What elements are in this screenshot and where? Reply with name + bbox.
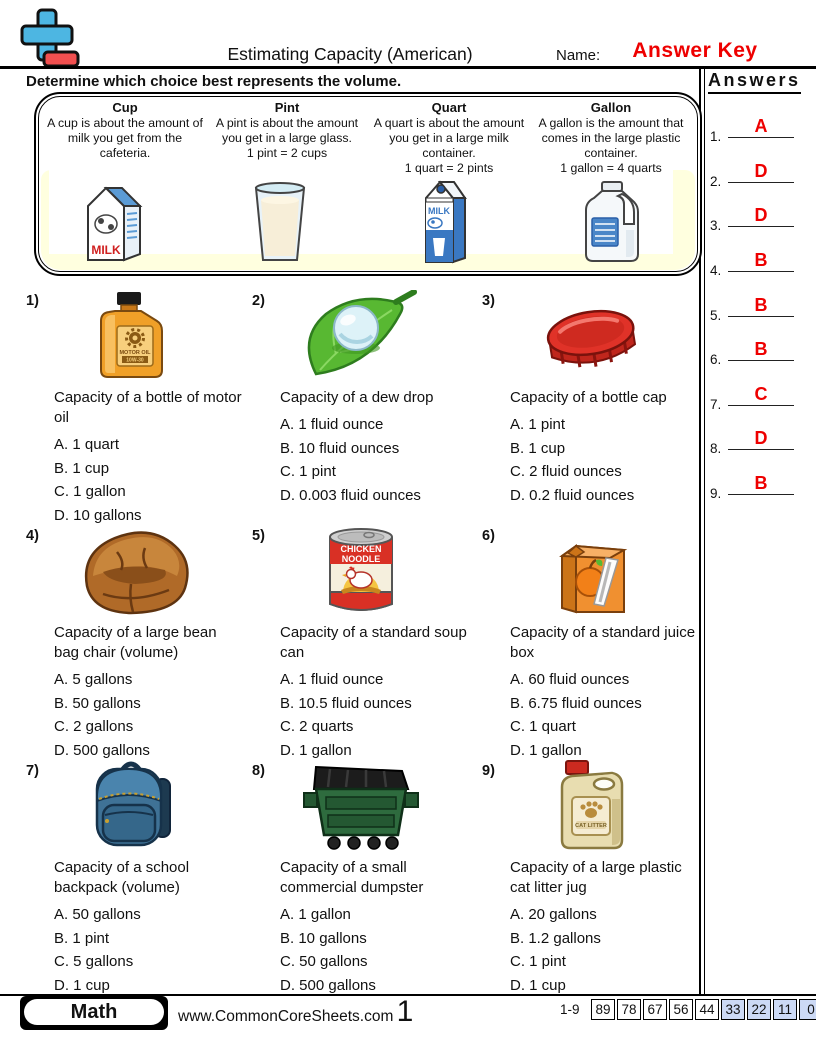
choice-b: B. 10.5 fluid ounces — [280, 694, 412, 712]
choice-d: D. 0.003 fluid ounces — [280, 486, 421, 504]
reference-title: Quart — [431, 100, 467, 115]
page-number: 1 — [396, 995, 414, 1028]
reference-text: A quart is about the amount you get in a large milk container. — [373, 116, 525, 160]
reference-title: Cup — [112, 100, 138, 115]
question-prompt: Capacity of a school backpack (volume) — [54, 859, 190, 896]
bean-bag-chair-image — [73, 524, 197, 616]
reference-text: A gallon is the amount that comes in the large plastic container. — [538, 116, 684, 160]
choice-a: A. 1 pint — [510, 416, 566, 433]
choice-c: C. 1 quart — [510, 718, 576, 735]
question-choices — [510, 907, 702, 993]
answer-item-2 — [706, 153, 804, 191]
choice-a: A. 5 gallons — [54, 671, 133, 688]
question-number: 9) — [482, 763, 495, 779]
answer-item-1 — [706, 108, 804, 146]
question-9 — [480, 758, 702, 994]
subject-badge — [20, 996, 168, 1030]
choice-d: D. 500 gallons — [280, 976, 376, 994]
answer-number: 7. — [710, 397, 722, 412]
svg-text:MOTOR OIL: MOTOR OIL — [119, 350, 151, 356]
answer-letter: B — [754, 250, 768, 270]
answer-letter: D — [754, 161, 768, 181]
choice-c: C. 1 pint — [280, 463, 336, 480]
question-5 — [250, 523, 472, 759]
gallon-milk-jug-image — [578, 180, 646, 264]
reference-column-gallon — [530, 100, 692, 176]
reference-columns — [44, 100, 692, 176]
answer-number: 5. — [710, 308, 722, 323]
reference-title: Gallon — [590, 100, 632, 115]
answers-title: Answers — [708, 70, 801, 94]
score-cell: 67 — [643, 999, 667, 1020]
question-choices — [54, 907, 246, 993]
choice-a: A. 20 gallons — [510, 906, 597, 923]
cat-litter-jug-image — [548, 759, 634, 851]
svg-text:NOODLE: NOODLE — [341, 554, 381, 564]
score-cell: 44 — [695, 999, 719, 1020]
choice-c: C. 2 fluid ounces — [510, 463, 622, 480]
answer-blank-line — [728, 494, 794, 495]
question-3 — [480, 288, 702, 520]
answer-letter: B — [754, 295, 768, 315]
question-number: 4) — [26, 528, 39, 544]
juice-box-image — [548, 524, 634, 616]
answer-letter: D — [754, 205, 768, 225]
question-8 — [250, 758, 472, 994]
plus-minus-logo-icon — [16, 8, 82, 70]
choice-c: C. 1 pint — [510, 953, 566, 970]
question-number: 1) — [26, 293, 39, 309]
question-choices — [54, 672, 246, 758]
question-2 — [250, 288, 472, 520]
score-cell: 89 — [591, 999, 615, 1020]
score-range-label: 1-9 — [560, 1002, 580, 1017]
question-choices — [510, 417, 702, 503]
milk-carton-image — [78, 180, 148, 264]
answer-letter: B — [754, 473, 768, 493]
svg-text:10W-30: 10W-30 — [126, 357, 144, 364]
question-number: 3) — [482, 293, 495, 309]
question-prompt: Capacity of a bottle cap — [510, 389, 667, 406]
question-choices — [280, 907, 472, 993]
choice-b: B. 1.2 gallons — [510, 929, 601, 947]
question-image-wrap — [24, 288, 246, 382]
answer-number: 9. — [710, 486, 722, 501]
score-cell: 33 — [721, 999, 745, 1020]
question-image-wrap — [250, 288, 472, 382]
answer-blank-line — [728, 405, 794, 406]
choice-c: C. 5 gallons — [54, 953, 134, 970]
choice-d: D. 10 gallons — [54, 506, 142, 524]
reference-box — [34, 92, 702, 276]
choice-b: B. 10 fluid ounces — [280, 439, 400, 457]
choice-d: D. 1 gallon — [510, 741, 582, 759]
choice-b: B. 50 gallons — [54, 694, 141, 712]
reference-text: A cup is about the amount of milk you get from the cafeteria. — [47, 116, 203, 160]
choice-a: A. 50 gallons — [54, 906, 141, 923]
answer-blank-line — [728, 226, 794, 227]
svg-text:MILK: MILK — [428, 206, 450, 216]
question-1 — [24, 288, 246, 524]
answer-item-9 — [706, 465, 804, 503]
question-6 — [480, 523, 702, 759]
svg-text:CAT LITTER: CAT LITTER — [575, 823, 607, 829]
answer-item-8 — [706, 420, 804, 458]
choice-b: B. 6.75 fluid ounces — [510, 694, 642, 712]
choice-a: A. 1 fluid ounce — [280, 671, 384, 688]
question-choices — [54, 437, 246, 523]
answer-number: 2. — [710, 174, 722, 189]
question-image-wrap — [24, 758, 246, 852]
answer-number: 4. — [710, 263, 722, 278]
answer-blank-line — [728, 449, 794, 450]
choice-c: C. 2 quarts — [280, 718, 354, 735]
question-image-wrap — [250, 758, 472, 852]
bottle-cap-image — [531, 291, 651, 379]
commercial-dumpster-image — [302, 759, 420, 851]
answer-number: 3. — [710, 218, 722, 233]
answers-separator-inner — [704, 66, 705, 995]
answer-number: 6. — [710, 352, 722, 367]
reference-column-quart — [368, 100, 530, 176]
choice-d: D. 1 cup — [54, 976, 110, 994]
choice-a: A. 1 quart — [54, 436, 120, 453]
choice-b: B. 1 pint — [54, 929, 110, 947]
answer-item-3 — [706, 197, 804, 235]
answer-number: 1. — [710, 129, 722, 144]
answer-item-4 — [706, 242, 804, 280]
score-cell: 56 — [669, 999, 693, 1020]
answer-item-6 — [706, 331, 804, 369]
choice-a: A. 1 fluid ounce — [280, 416, 384, 433]
question-4 — [24, 523, 246, 759]
answer-blank-line — [728, 182, 794, 183]
question-choices — [510, 672, 702, 758]
answer-blank-line — [728, 360, 794, 361]
question-prompt: Capacity of a large plastic cat litter jug — [510, 859, 682, 896]
answer-letter: B — [754, 339, 768, 359]
answer-number: 8. — [710, 441, 722, 456]
website-url: www.CommonCoreSheets.com — [178, 1008, 394, 1025]
question-image-wrap — [24, 523, 246, 617]
reference-title: Pint — [274, 100, 300, 115]
question-prompt: Capacity of a small commercial dumpster — [280, 859, 424, 896]
svg-text:MILK: MILK — [91, 243, 121, 257]
glass-of-milk-image — [252, 182, 308, 264]
question-choices — [280, 672, 472, 758]
page-title: Estimating Capacity (American) — [227, 44, 473, 64]
question-prompt: Capacity of a standard juice box — [510, 624, 696, 661]
choice-d: D. 0.2 fluid ounces — [510, 486, 635, 504]
score-cell: 22 — [747, 999, 771, 1020]
choice-c: C. 1 gallon — [54, 483, 126, 500]
choice-b: B. 1 cup — [510, 439, 566, 457]
reference-equation: 1 quart = 2 pints — [404, 161, 494, 175]
reference-column-pint — [206, 100, 368, 176]
question-7 — [24, 758, 246, 994]
choice-c: C. 50 gallons — [280, 953, 368, 970]
quart-milk-carton-image — [420, 174, 470, 266]
question-image-wrap — [480, 523, 702, 617]
score-cell: 0 — [799, 999, 816, 1020]
subject-label: Math — [24, 999, 164, 1025]
answer-blank-line — [728, 316, 794, 317]
question-number: 2) — [252, 293, 265, 309]
choice-d: D. 1 cup — [510, 976, 566, 994]
score-cell: 11 — [773, 999, 797, 1020]
choice-d: D. 1 gallon — [280, 741, 352, 759]
reference-text: A pint is about the amount you get in a large glass. — [215, 116, 359, 145]
reference-column-cup — [44, 100, 206, 176]
question-number: 7) — [26, 763, 39, 779]
answer-key-value: Answer Key — [632, 39, 758, 62]
score-table — [591, 999, 816, 1020]
reference-equation: 1 gallon = 4 quarts — [560, 161, 662, 175]
question-choices — [280, 417, 472, 503]
question-number: 6) — [482, 528, 495, 544]
dew-drop-on-leaf-image — [296, 290, 426, 380]
choice-a: A. 60 fluid ounces — [510, 671, 630, 688]
name-label: Name: — [556, 47, 601, 64]
question-number: 5) — [252, 528, 265, 544]
header-divider — [0, 66, 816, 69]
answer-item-5 — [706, 287, 804, 325]
question-image-wrap — [250, 523, 472, 617]
svg-text:CHICKEN: CHICKEN — [340, 544, 382, 554]
motor-oil-bottle-image — [91, 290, 179, 380]
question-prompt: Capacity of a dew drop — [280, 389, 434, 406]
answer-blank-line — [728, 137, 794, 138]
reference-equation: 1 pint = 2 cups — [246, 146, 328, 160]
answer-letter: D — [754, 428, 768, 448]
instruction-text: Determine which choice best represents the volume. — [26, 73, 402, 90]
question-prompt: Capacity of a standard soup can — [280, 624, 467, 661]
answer-item-7 — [706, 376, 804, 414]
choice-a: A. 1 gallon — [280, 906, 351, 923]
school-backpack-image — [83, 759, 187, 851]
choice-b: B. 1 cup — [54, 459, 110, 477]
answer-letter: A — [754, 116, 768, 136]
answer-blank-line — [728, 271, 794, 272]
question-image-wrap — [480, 758, 702, 852]
answer-letter: C — [754, 384, 768, 404]
question-prompt: Capacity of a large bean bag chair (volume) — [54, 624, 217, 661]
choice-d: D. 500 gallons — [54, 741, 150, 759]
soup-can-image — [321, 524, 401, 616]
question-prompt: Capacity of a bottle of motor oil — [54, 389, 242, 426]
choice-c: C. 2 gallons — [54, 718, 134, 735]
choice-b: B. 10 gallons — [280, 929, 367, 947]
score-cell: 78 — [617, 999, 641, 1020]
question-image-wrap — [480, 288, 702, 382]
question-number: 8) — [252, 763, 265, 779]
